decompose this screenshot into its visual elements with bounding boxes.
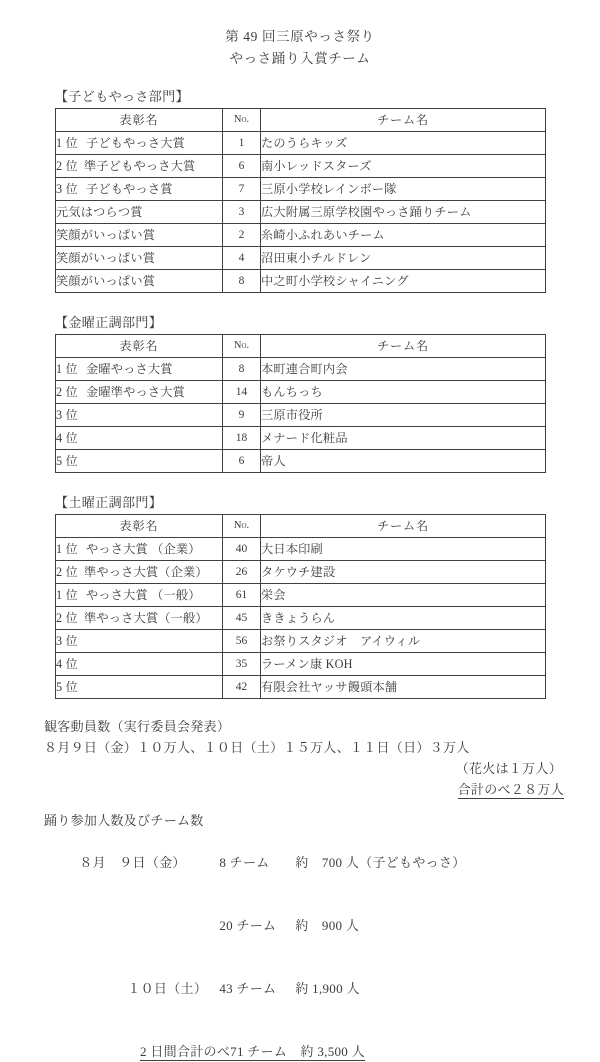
participation-people: 約 1,900 人 [295, 981, 360, 996]
cell-award [56, 450, 223, 473]
award-table [55, 108, 546, 293]
cell-no: 45 [223, 607, 261, 630]
cell-award [56, 427, 223, 450]
award-label: 金曜やっさ大賞 [85, 362, 173, 376]
cell-no: 35 [223, 653, 261, 676]
cell-team: メナード化粧品 [261, 427, 546, 450]
cell-award [56, 404, 223, 427]
rank-label: 3 位 [56, 182, 78, 196]
rank-label: 1 位 [56, 588, 78, 602]
cell-award [56, 247, 223, 270]
cell-award [56, 538, 223, 561]
cell-no: 2 [223, 224, 261, 247]
participation-row [44, 894, 600, 957]
cell-team: 中之町小学校シャイニング [261, 270, 546, 293]
table-row [56, 427, 546, 450]
rank-label: 4 位 [56, 657, 78, 671]
cell-team: ラーメン康 KOH [261, 653, 546, 676]
participation-people: 約 700 人（子どもやっさ） [295, 855, 466, 870]
cell-no: 56 [223, 630, 261, 653]
award-label: 準やっさ大賞（企業） [83, 565, 208, 579]
rank-label: 2 位 [56, 385, 78, 399]
rank-label: 3 位 [56, 408, 78, 422]
cell-award [56, 561, 223, 584]
cell-no: 6 [223, 450, 261, 473]
cell-team: タケウチ建設 [261, 561, 546, 584]
cell-award [56, 224, 223, 247]
cell-team: 糸崎小ふれあいチーム [261, 224, 546, 247]
section-heading: 【子どもやっさ部門】 [55, 89, 190, 104]
rank-label: 1 位 [56, 542, 78, 556]
participation-block [44, 810, 600, 1062]
cell-no: 8 [223, 358, 261, 381]
rank-label: 3 位 [56, 634, 78, 648]
title-line-1: 第 49 回三原やっさ祭り [225, 29, 375, 44]
participation-teams: 20 チーム [219, 918, 277, 933]
cell-team: 三原小学校レインボー隊 [261, 178, 546, 201]
table-row [56, 561, 546, 584]
table-row [56, 178, 546, 201]
cell-award [56, 676, 223, 699]
column-header-no: No. [223, 515, 261, 538]
cell-award [56, 155, 223, 178]
table-header-row [56, 335, 546, 358]
rank-label: 2 位 [56, 565, 78, 579]
table-row [56, 607, 546, 630]
participation-date: ８月 ９日（金） [79, 855, 186, 870]
table-row [56, 630, 546, 653]
table-row [56, 404, 546, 427]
attendance-total: 合計のべ２８万人 [457, 782, 564, 797]
cell-award [56, 607, 223, 630]
award-table [55, 334, 546, 473]
cell-team: もんちっち [261, 381, 546, 404]
cell-award [56, 584, 223, 607]
column-header-award: 表彰名 [56, 335, 223, 358]
column-header-award: 表彰名 [56, 515, 223, 538]
award-label: 笑顔がいっぱい賞 [56, 228, 156, 242]
cell-team: たのうらキッズ [261, 132, 546, 155]
award-label: 笑顔がいっぱい賞 [56, 274, 156, 288]
document-title [0, 0, 600, 70]
award-label: 準やっさ大賞（一般） [83, 611, 208, 625]
cell-award [56, 381, 223, 404]
participation-date: １０日（土） [127, 981, 208, 996]
table-row [56, 247, 546, 270]
award-label: 子どもやっさ大賞 [85, 136, 186, 150]
table-row [56, 224, 546, 247]
cell-team: 大日本印刷 [261, 538, 546, 561]
cell-no: 18 [223, 427, 261, 450]
cell-team: 広大附属三原学校園やっさ踊りチーム [261, 201, 546, 224]
participation-total: 2 日間合計のべ71 チーム 約 3,500 人 [140, 1044, 365, 1059]
cell-no: 1 [223, 132, 261, 155]
table-row [56, 201, 546, 224]
rank-label: 4 位 [56, 431, 78, 445]
cell-no: 3 [223, 201, 261, 224]
rank-label: 2 位 [56, 159, 78, 173]
section-heading: 【土曜正調部門】 [55, 495, 163, 510]
section-saturday-seicho [55, 492, 545, 699]
column-header-no: No. [223, 335, 261, 358]
cell-no: 8 [223, 270, 261, 293]
cell-team: 沼田東小チルドレン [261, 247, 546, 270]
rank-label: 1 位 [56, 136, 78, 150]
award-table [55, 514, 546, 699]
cell-no: 9 [223, 404, 261, 427]
award-label: やっさ大賞 （企業） [85, 542, 201, 556]
cell-award [56, 178, 223, 201]
cell-award [56, 358, 223, 381]
cell-no: 14 [223, 381, 261, 404]
table-header-row [56, 515, 546, 538]
cell-no: 61 [223, 584, 261, 607]
cell-no: 4 [223, 247, 261, 270]
section-children-yassa [55, 86, 545, 293]
cell-no: 6 [223, 155, 261, 178]
cell-team: 三原市役所 [261, 404, 546, 427]
title-line-2: やっさ踊り入賞チーム [229, 51, 371, 66]
participation-row [44, 957, 600, 1020]
cell-team: 南小レッドスターズ [261, 155, 546, 178]
participation-row [44, 831, 600, 894]
award-label: 準子どもやっさ大賞 [83, 159, 196, 173]
table-row [56, 270, 546, 293]
rank-label: 2 位 [56, 611, 78, 625]
rank-label: 5 位 [56, 454, 78, 468]
rank-label: 1 位 [56, 362, 78, 376]
cell-award [56, 653, 223, 676]
section-friday-seicho [55, 312, 545, 473]
table-header-row [56, 109, 546, 132]
cell-award [56, 630, 223, 653]
attendance-heading: 観客動員数（実行委員会発表） [44, 719, 231, 734]
table-row [56, 381, 546, 404]
cell-no: 7 [223, 178, 261, 201]
participation-teams: 8 チーム [219, 855, 270, 870]
column-header-team: チーム名 [261, 515, 546, 538]
section-heading: 【金曜正調部門】 [55, 315, 163, 330]
cell-no: 40 [223, 538, 261, 561]
cell-award [56, 201, 223, 224]
table-row [56, 450, 546, 473]
table-row [56, 358, 546, 381]
table-row [56, 132, 546, 155]
participation-heading: 踊り参加人数及びチーム数 [44, 813, 204, 828]
award-label: 元気はつらつ賞 [56, 205, 143, 219]
cell-team: お祭りスタジオ アイウィル [261, 630, 546, 653]
column-header-award: 表彰名 [56, 109, 223, 132]
table-row [56, 155, 546, 178]
rank-label: 5 位 [56, 680, 78, 694]
attendance-detail: ８月９日（金）１０万人、１０日（土）１５万人、１１日（日）３万人 [44, 740, 470, 755]
cell-team: ききょうらん [261, 607, 546, 630]
cell-team: 栄会 [261, 584, 546, 607]
attendance-block [44, 716, 600, 800]
cell-award [56, 132, 223, 155]
participation-people: 約 900 人 [295, 918, 360, 933]
column-header-team: チーム名 [261, 335, 546, 358]
cell-team: 本町連合町内会 [261, 358, 546, 381]
award-label: 笑顔がいっぱい賞 [56, 251, 156, 265]
attendance-total-wrap [44, 779, 600, 800]
cell-no: 42 [223, 676, 261, 699]
cell-award [56, 270, 223, 293]
cell-no: 26 [223, 561, 261, 584]
participation-total-wrap [44, 1041, 600, 1062]
award-label: 金曜準やっさ大賞 [85, 385, 186, 399]
table-row [56, 538, 546, 561]
table-row [56, 676, 546, 699]
cell-team: 有限会社ヤッサ饅頭本舗 [261, 676, 546, 699]
attendance-note: （花火は１万人） [455, 761, 562, 776]
column-header-no: No. [223, 109, 261, 132]
award-label: 子どもやっさ賞 [85, 182, 173, 196]
table-row [56, 584, 546, 607]
participation-teams: 43 チーム [219, 981, 277, 996]
cell-team: 帝人 [261, 450, 546, 473]
table-row [56, 653, 546, 676]
award-label: やっさ大賞 （一般） [85, 588, 201, 602]
column-header-team: チーム名 [261, 109, 546, 132]
